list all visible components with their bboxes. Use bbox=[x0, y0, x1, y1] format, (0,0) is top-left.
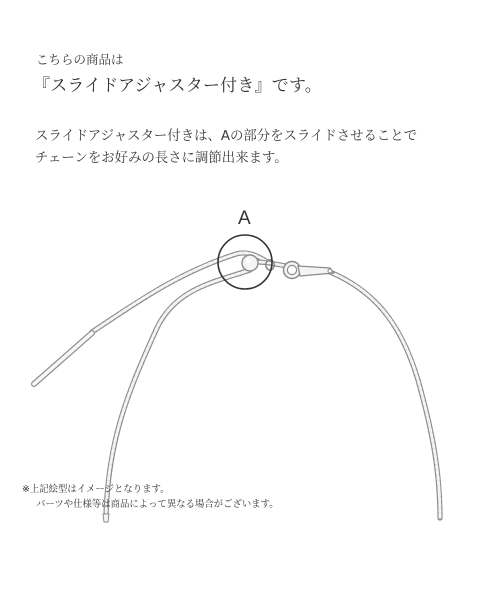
description-line-1: スライドアジャスター付きは、Aの部分をスライドさせることで bbox=[35, 129, 418, 144]
description-line-2: チェーンをお好みの長さに調節出来ます。 bbox=[35, 151, 288, 166]
chain-strand-right bbox=[330, 272, 440, 518]
slide-adjuster-bead-icon bbox=[242, 255, 258, 271]
intro-text: こちらの商品は bbox=[36, 52, 124, 67]
spring-ring-clasp-icon bbox=[284, 262, 335, 279]
chain-end-bar bbox=[34, 333, 92, 384]
note-line-2: パーツや仕様等は商品によって異なる場合がございます。 bbox=[36, 499, 279, 510]
callout-label-a: A bbox=[238, 208, 251, 229]
chain-tail-tag bbox=[103, 514, 109, 522]
note-line-1: ※上記絵型はイメージとなります。 bbox=[22, 484, 170, 495]
headline: 『スライドアジャスター付き』です。 bbox=[33, 76, 322, 96]
